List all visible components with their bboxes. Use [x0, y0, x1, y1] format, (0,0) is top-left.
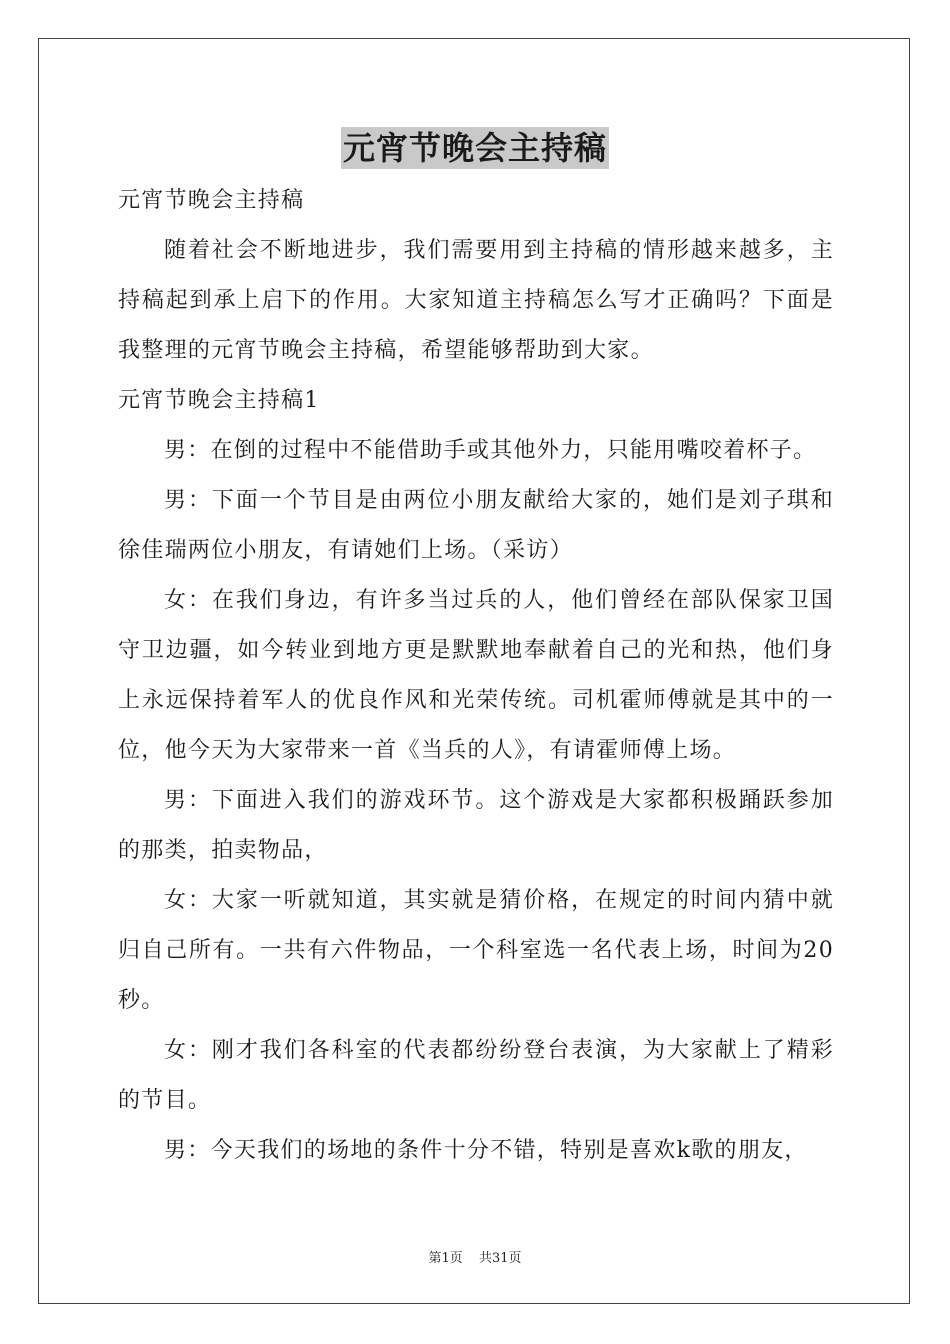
paragraph: 元宵节晚会主持稿1	[118, 388, 320, 413]
paragraph: 男：在倒的过程中不能借助手或其他外力，只能用嘴咬着杯子。	[164, 438, 817, 463]
paragraph: 女：大家一听就知道，其实就是猜价格，在规定的时间内猜中就归自己所有。一共有六件物品，一个科室选一名代表上场，时间为20秒。	[118, 888, 834, 1013]
title-wrap	[0, 127, 950, 169]
paragraph: 男：下面一个节目是由两位小朋友献给大家的，她们是刘子琪和徐佳瑞两位小朋友，有请她们上场。（采访）	[118, 488, 834, 563]
document-title: 元宵节晚会主持稿	[342, 129, 607, 167]
paragraph: 女：在我们身边，有许多当过兵的人，他们曾经在部队保家卫国守卫边疆，如今转业到地方更是默默地奉献着自己的光和热，他们身上永远保持着军人的优良作风和光荣传统。司机霍师傅就是其中的一位，他今天为大家带来一首《当兵的人》，有请霍师傅上场。	[118, 588, 834, 763]
paragraph: 随着社会不断地进步，我们需要用到主持稿的情形越来越多，主持稿起到承上启下的作用。大家知道主持稿怎么写才正确吗？下面是我整理的元宵节晚会主持稿，希望能够帮助到大家。	[118, 238, 834, 363]
paragraph: 男：下面进入我们的游戏环节。这个游戏是大家都积极踊跃参加的那类，拍卖物品，	[118, 788, 834, 863]
paragraph: 女：刚才我们各科室的代表都纷纷登台表演，为大家献上了精彩的节目。	[118, 1038, 834, 1113]
page-number: 第1页	[428, 1251, 463, 1266]
page-footer	[0, 1247, 950, 1266]
paragraph: 男：今天我们的场地的条件十分不错，特别是喜欢k歌的朋友，	[164, 1138, 808, 1163]
paragraph: 元宵节晚会主持稿	[118, 188, 305, 213]
document-body	[118, 176, 834, 1176]
page-total: 共31页	[478, 1251, 522, 1266]
